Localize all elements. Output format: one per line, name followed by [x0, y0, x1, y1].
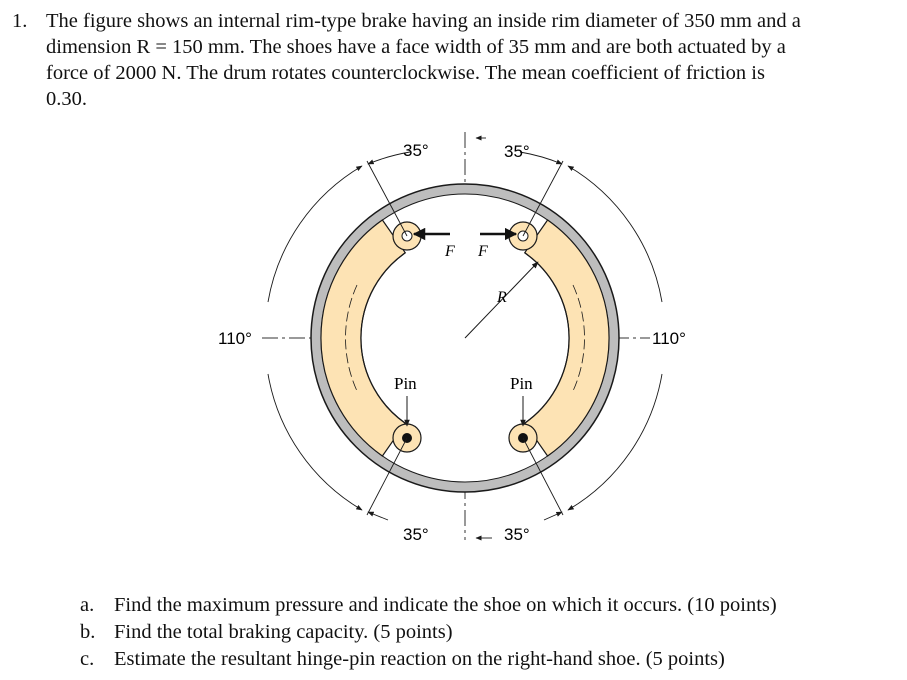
bottom-right-arrow — [544, 512, 562, 520]
question-text: Find the total braking capacity. (5 points) — [114, 621, 453, 643]
question-text: Find the maximum pressure and indicate the shoe on which it occurs. (10 points) — [114, 594, 777, 616]
question-item — [80, 646, 777, 673]
angle-top-right: 35° — [504, 142, 530, 161]
angle-top-left: 35° — [403, 141, 429, 160]
bottom-left-arrow — [368, 512, 388, 520]
question-label: b. — [80, 621, 96, 643]
left-pin-label: Pin — [394, 374, 417, 393]
question-item — [80, 592, 777, 619]
right-force-label: F — [478, 243, 488, 260]
radius-label: R — [497, 289, 507, 306]
brake-figure — [200, 120, 720, 560]
question-label: a. — [80, 594, 95, 616]
question-text: Estimate the resultant hinge-pin reaction on the right-hand shoe. (5 points) — [114, 648, 725, 670]
problem-line: dimension R = 150 mm. The shoes have a face width of 35 mm and are both actuated by a — [46, 36, 786, 58]
brake-diagram — [200, 120, 720, 560]
problem-line: The figure shows an internal rim-type brake having an inside rim diameter of 350 mm and a — [46, 10, 801, 32]
question-item — [80, 619, 777, 646]
problem-number: 1. — [12, 10, 28, 32]
problem-text — [46, 8, 894, 112]
angle-right: 110° — [652, 329, 686, 348]
angle-bottom-right: 35° — [504, 525, 530, 544]
problem-line: 0.30. — [46, 88, 87, 110]
angle-left: 110° — [218, 329, 252, 348]
question-list — [80, 592, 777, 673]
angle-bottom-left: 35° — [403, 525, 429, 544]
question-label: c. — [80, 648, 95, 670]
left-force-label: F — [445, 243, 455, 260]
problem-line: force of 2000 N. The drum rotates counterclockwise. The mean coefficient of friction is — [46, 62, 765, 84]
right-pin-label: Pin — [510, 374, 533, 393]
